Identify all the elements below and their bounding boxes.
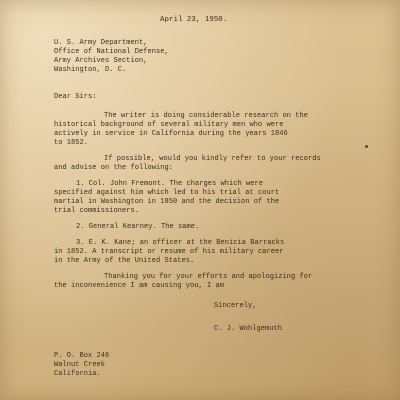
return-address-line-2: Walnut Creek (54, 361, 106, 369)
para2-line-1: If possible, would you kindly refer to your records (104, 155, 321, 163)
item1-line-2: specified against him which led to his trial at court (54, 189, 280, 197)
recipient-line-1: U. S. Army Department, (54, 39, 148, 47)
margin-ink-dot (365, 145, 368, 148)
salutation: Dear Sirs: (54, 93, 97, 101)
item1-line-4: trial commissioners. (54, 207, 140, 215)
item1-line-1: 1. Col. John Fremont. The charges which were (76, 180, 264, 188)
letter-date: April 23, 1950. (160, 16, 228, 24)
item1-line-3: martial in Washington in 1850 and the decision of the (54, 198, 280, 206)
para1-line-1: The writer is doing considerable research on the (104, 112, 309, 120)
para1-line-4: to 1852. (54, 139, 89, 147)
item3-line-2: in 1852. A transcript or resume of his military career (54, 248, 284, 256)
para3-line-1: Thanking you for your efforts and apologizing for (104, 273, 313, 281)
para3-line-2: the inconvenience I am causing you, I am (54, 282, 225, 290)
item3-line-1: 3. E. K. Kane; an officer at the Benicia Barracks (76, 239, 285, 247)
return-address-line-3: California. (54, 370, 101, 378)
recipient-line-4: Washington, D. C. (54, 66, 127, 74)
para1-line-2: historical background of several military men who were (54, 121, 284, 129)
item3-line-3: in the Army of the United States. (54, 257, 195, 265)
recipient-line-3: Army Archives Section, (54, 57, 148, 65)
item2-line: 2. General Kearney. The same. (76, 223, 200, 231)
recipient-line-2: Office of National Defense, (54, 48, 169, 56)
para2-line-2: and advise on the following: (54, 164, 174, 172)
signature: C. J. Wohlgemuth (214, 325, 283, 333)
para1-line-3: actively in service in California during the years 1846 (54, 130, 288, 138)
closing: Sincerely, (214, 302, 257, 310)
return-address-line-1: P. O. Box 246 (54, 352, 110, 360)
